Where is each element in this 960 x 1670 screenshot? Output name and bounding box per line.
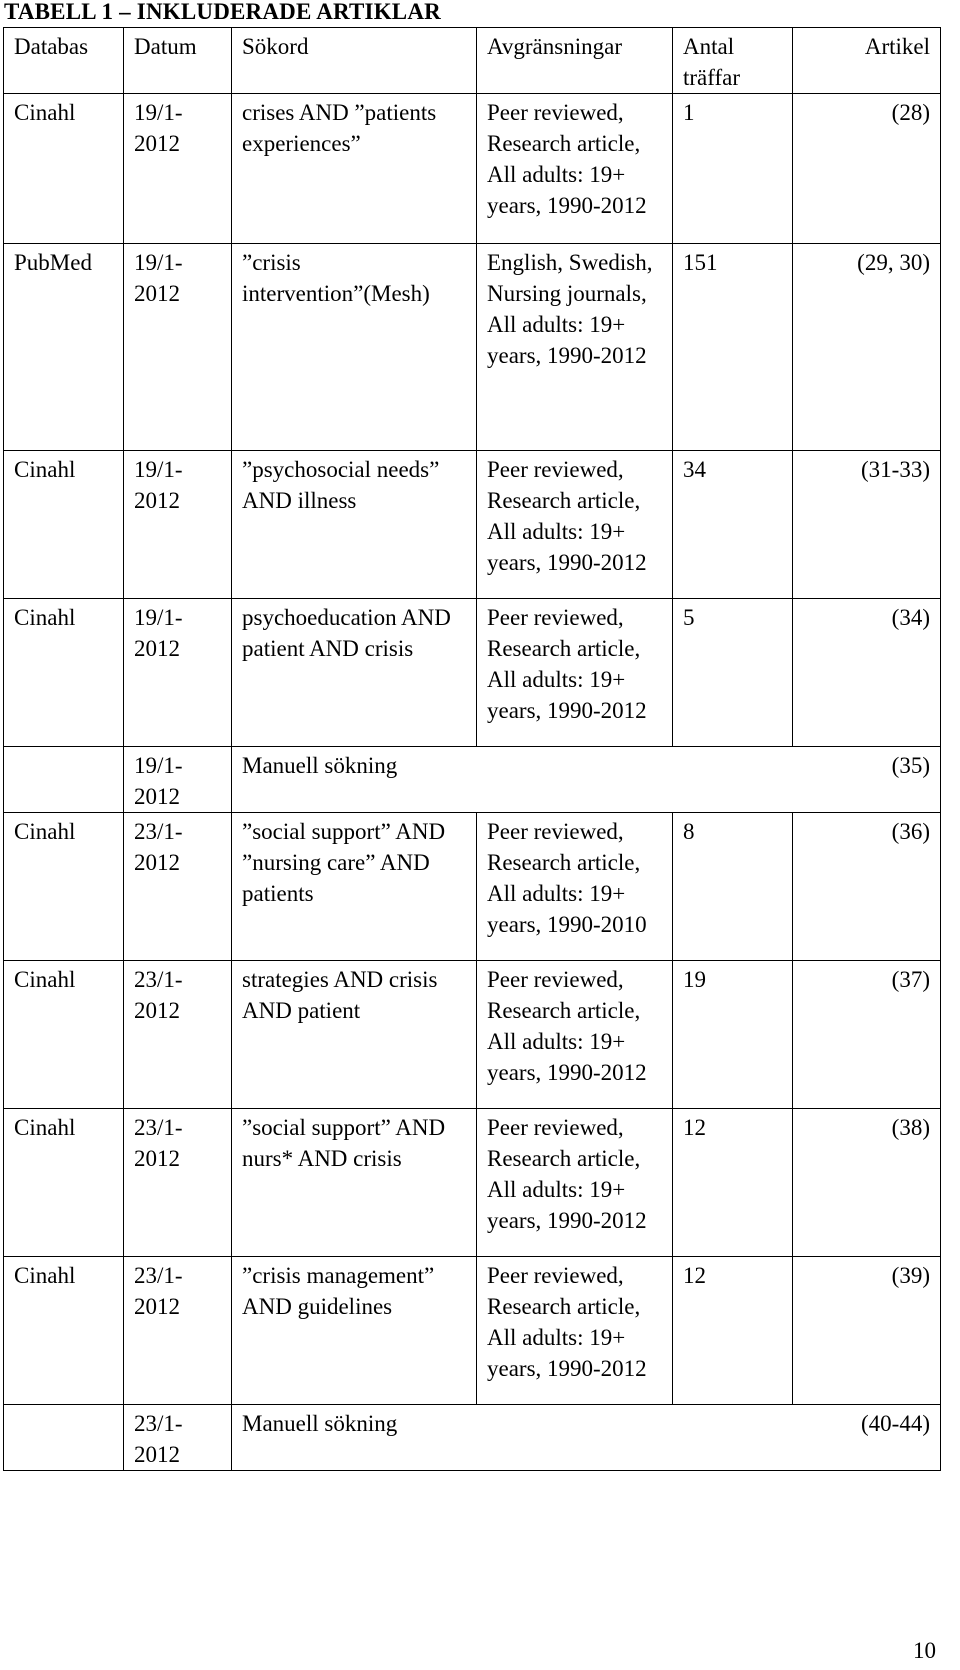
- cell-databas: PubMed: [4, 244, 124, 451]
- header-sokord: Sökord: [232, 28, 477, 94]
- cell-avgransningar: Peer reviewed, Research article, All adults: 19+ years, 1990-2012: [477, 599, 673, 747]
- cell-databas: Cinahl: [4, 1109, 124, 1257]
- cell-databas: [4, 747, 124, 813]
- cell-databas: Cinahl: [4, 813, 124, 961]
- cell-avgransningar: Peer reviewed, Research article, All adults: 19+ years, 1990-2012: [477, 961, 673, 1109]
- cell-datum: 19/1-2012: [124, 599, 232, 747]
- cell-datum: 23/1-2012: [124, 1405, 232, 1471]
- cell-datum: 23/1-2012: [124, 1109, 232, 1257]
- cell-antal: 19: [673, 961, 793, 1109]
- table-row: [4, 813, 941, 961]
- cell-avgransningar: Peer reviewed, Research article, All adults: 19+ years, 1990-2010: [477, 813, 673, 961]
- table-row: [4, 94, 941, 244]
- cell-artikel: (38): [793, 1109, 941, 1257]
- cell-artikel: (28): [793, 94, 941, 244]
- cell-antal: 1: [673, 94, 793, 244]
- cell-antal: 5: [673, 599, 793, 747]
- cell-artikel: (29, 30): [793, 244, 941, 451]
- cell-avgransningar: [477, 747, 673, 813]
- cell-databas: Cinahl: [4, 1257, 124, 1405]
- cell-antal: 151: [673, 244, 793, 451]
- cell-datum: 23/1-2012: [124, 961, 232, 1109]
- cell-avgransningar: Peer reviewed, Research article, All adults: 19+ years, 1990-2012: [477, 94, 673, 244]
- table-row: [4, 244, 941, 451]
- cell-artikel: (37): [793, 961, 941, 1109]
- cell-avgransningar: [477, 1405, 673, 1471]
- cell-antal: 8: [673, 813, 793, 961]
- cell-avgransningar: Peer reviewed, Research article, All adults: 19+ years, 1990-2012: [477, 1257, 673, 1405]
- cell-databas: [4, 1405, 124, 1471]
- cell-avgransningar: Peer reviewed, Research article, All adults: 19+ years, 1990-2012: [477, 1109, 673, 1257]
- page-number: 10: [913, 1638, 936, 1663]
- cell-datum: 23/1-2012: [124, 813, 232, 961]
- table-row: [4, 747, 941, 813]
- header-artikel: Artikel: [793, 28, 941, 94]
- table-row: [4, 451, 941, 599]
- cell-sokord: crises AND ”patients experiences”: [232, 94, 477, 244]
- cell-datum: 19/1-2012: [124, 94, 232, 244]
- cell-sokord: ”social support” AND nurs* AND crisis: [232, 1109, 477, 1257]
- cell-antal: [673, 747, 793, 813]
- header-databas: Databas: [4, 28, 124, 94]
- cell-artikel: (36): [793, 813, 941, 961]
- cell-sokord: ”crisis intervention”(Mesh): [232, 244, 477, 451]
- cell-artikel: (35): [793, 747, 941, 813]
- cell-artikel: (39): [793, 1257, 941, 1405]
- header-antal: Antal träffar: [673, 28, 793, 94]
- cell-sokord: ”psychosocial needs” AND illness: [232, 451, 477, 599]
- table-row: [4, 1257, 941, 1405]
- table-row: [4, 1109, 941, 1257]
- cell-avgransningar: English, Swedish, Nursing journals, All adults: 19+ years, 1990-2012: [477, 244, 673, 451]
- cell-sokord: Manuell sökning: [232, 747, 477, 813]
- cell-antal: 12: [673, 1109, 793, 1257]
- table-row: [4, 961, 941, 1109]
- cell-antal: [673, 1405, 793, 1471]
- cell-datum: 19/1-2012: [124, 747, 232, 813]
- table-title: TABELL 1 – INKLUDERADE ARTIKLAR: [4, 0, 441, 24]
- cell-sokord: psychoeducation AND patient AND crisis: [232, 599, 477, 747]
- cell-sokord: ”social support” AND ”nursing care” AND patients: [232, 813, 477, 961]
- cell-databas: Cinahl: [4, 94, 124, 244]
- cell-artikel: (31-33): [793, 451, 941, 599]
- cell-artikel: (34): [793, 599, 941, 747]
- cell-avgransningar: Peer reviewed, Research article, All adults: 19+ years, 1990-2012: [477, 451, 673, 599]
- cell-sokord: strategies AND crisis AND patient: [232, 961, 477, 1109]
- cell-databas: Cinahl: [4, 599, 124, 747]
- cell-databas: Cinahl: [4, 451, 124, 599]
- cell-datum: 19/1-2012: [124, 244, 232, 451]
- cell-sokord: Manuell sökning: [232, 1405, 477, 1471]
- cell-antal: 34: [673, 451, 793, 599]
- cell-datum: 23/1-2012: [124, 1257, 232, 1405]
- table-row: [4, 599, 941, 747]
- header-avgransningar: Avgränsningar: [477, 28, 673, 94]
- header-datum: Datum: [124, 28, 232, 94]
- table-header-row: [4, 28, 941, 94]
- cell-sokord: ”crisis management” AND guidelines: [232, 1257, 477, 1405]
- cell-antal: 12: [673, 1257, 793, 1405]
- table-row: [4, 1405, 941, 1471]
- cell-artikel: (40-44): [793, 1405, 941, 1471]
- cell-databas: Cinahl: [4, 961, 124, 1109]
- articles-table: [3, 27, 941, 1471]
- cell-datum: 19/1-2012: [124, 451, 232, 599]
